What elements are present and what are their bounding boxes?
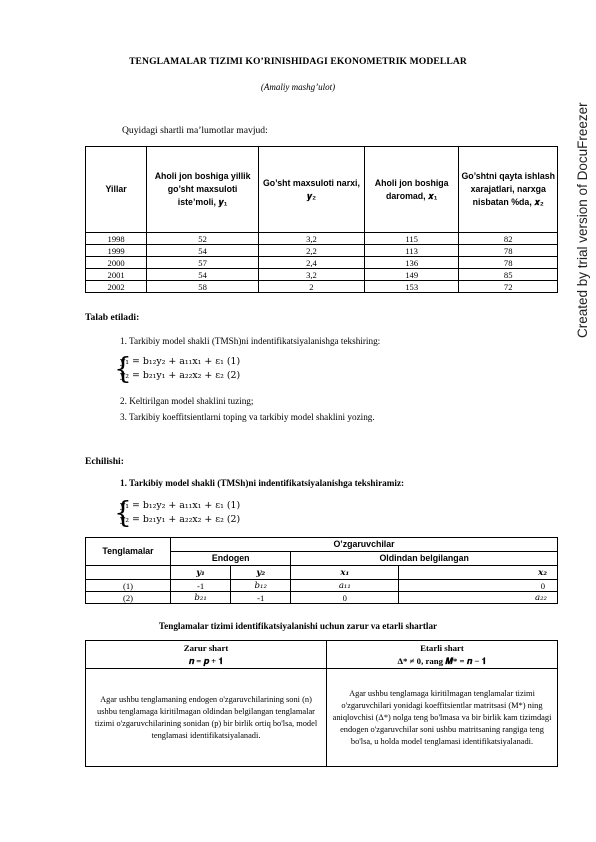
conditions-caption: Tenglamalar tizimi identifikatsiyalanishi uchun zarur va etarli shartlar bbox=[158, 621, 438, 631]
etarli-title: Etarli shart bbox=[420, 642, 464, 653]
table-row bbox=[86, 580, 558, 592]
intro-text: Quyidagi shartli ma’lumotlar mavjud: bbox=[122, 125, 268, 136]
cell: 72 bbox=[459, 281, 558, 293]
col-header-x2: Go’shtni qayta ishlash xarajatlari, narxga nisbatan %da, 𝒙₂ bbox=[459, 147, 558, 233]
zarur-title: Zarur shart bbox=[183, 642, 229, 653]
equation-system-1 bbox=[114, 351, 241, 386]
cell: 52 bbox=[147, 233, 259, 245]
col-header-x1: Aholi jon boshiga daromad, 𝒙₁ bbox=[364, 147, 459, 233]
page-title: TENGLAMALAR TIZIMI KO’RINISHIDAGI EKONOMETRIK MODELLAR bbox=[129, 56, 467, 67]
table-row bbox=[86, 257, 558, 269]
cell: 2,2 bbox=[258, 245, 364, 257]
equation-1: y₁ = b₁₂y₂ + a₁₁x₁ + ε₁ (1) bbox=[120, 356, 241, 367]
cell: 3,2 bbox=[258, 269, 364, 281]
cell: 54 bbox=[147, 245, 259, 257]
table-row bbox=[86, 233, 558, 245]
cell: 2001 bbox=[86, 269, 147, 281]
cell: 78 bbox=[459, 257, 558, 269]
var-y1: 𝒚₁ bbox=[171, 566, 231, 580]
cell: 0 bbox=[399, 580, 558, 592]
cell: 136 bbox=[364, 257, 459, 269]
cell: 153 bbox=[364, 281, 459, 293]
cell: b₂₁ bbox=[171, 592, 231, 604]
cell: 1999 bbox=[86, 245, 147, 257]
var-x2: 𝒙₂ bbox=[399, 566, 558, 580]
cell: (2) bbox=[86, 592, 171, 604]
cell: 57 bbox=[147, 257, 259, 269]
zarur-formula: 𝒏 = 𝒑 + 𝟏 bbox=[188, 655, 224, 666]
cell: 0 bbox=[291, 592, 399, 604]
table-row bbox=[86, 281, 558, 293]
table-row bbox=[86, 566, 558, 580]
etarli-text: Agar ushbu tenglamaga kiritilmagan tenglamalar tizimi o'zgaruvchilari yonidagi koeffitsientlar matritsasi (M*) ning aniqlovchisi (Δ*) nolga teng bo'lmasa va bir birlik kam tizimdagi endogen o'zgaruvchilar soni ushbu matritsaning rangiga teng bo'lsa, u holda model tenglamasi identifikatsiyalanadi. bbox=[327, 669, 558, 767]
talab-item-3: 3. Tarkibiy koeffitsientlarni toping va tarkibiy model shaklini yozing. bbox=[120, 412, 375, 422]
equation-2: y₂ = b₂₁y₁ + a₂₂x₂ + ε₂ (2) bbox=[120, 370, 241, 381]
table-header-row bbox=[86, 538, 558, 552]
variables-table bbox=[85, 537, 558, 604]
equation-system-2 bbox=[114, 495, 241, 530]
zarur-text: Agar ushbu tenglamaning endogen o'zgaruvchilarining soni (n) ushbu tenglamaga kiritilmagan oldindan belgilangan tenglamalar tizimi o'zgaruvchilarining sonidan (p) bir birlik ortiq bo'lsa, model tenglamasi identifikatsiyalanadi. bbox=[86, 669, 327, 767]
brace-icon: { bbox=[114, 495, 132, 530]
cell: 2,4 bbox=[258, 257, 364, 269]
col-header-oldindan: Oldindan belgilangan bbox=[291, 552, 558, 566]
cell: a₂₂ bbox=[399, 592, 558, 604]
cell: b₁₂ bbox=[231, 580, 291, 592]
cell: 1998 bbox=[86, 233, 147, 245]
cell: -1 bbox=[231, 592, 291, 604]
cell: (1) bbox=[86, 580, 171, 592]
cell bbox=[86, 566, 171, 580]
cell: 54 bbox=[147, 269, 259, 281]
table-row bbox=[86, 592, 558, 604]
col-header-zarur bbox=[86, 641, 327, 669]
step-1-heading: 1. Tarkibiy model shakli (TMSh)ni indentifikatsiyalanishga tekshiramiz: bbox=[120, 478, 405, 488]
col-header-y2: Go’sht maxsuloti narxi, 𝒚₂ bbox=[258, 147, 364, 233]
table-row bbox=[86, 669, 558, 767]
cell: 78 bbox=[459, 245, 558, 257]
cell: 82 bbox=[459, 233, 558, 245]
col-header-y1: Aholi jon boshiga yillik go’sht maxsuloti iste’moli, 𝒚₁ bbox=[147, 147, 259, 233]
cell: 2002 bbox=[86, 281, 147, 293]
equation-2: y₂ = b₂₁y₁ + a₂₂x₂ + ε₂ (2) bbox=[120, 514, 241, 525]
var-y2: 𝒚₂ bbox=[231, 566, 291, 580]
col-header-yillar: Yillar bbox=[86, 147, 147, 233]
brace-icon: { bbox=[114, 351, 132, 386]
cell: 2 bbox=[258, 281, 364, 293]
cell: 115 bbox=[364, 233, 459, 245]
cell: -1 bbox=[171, 580, 231, 592]
etarli-formula: Δ* ≠ 0, rang 𝑴* = 𝒏 − 𝟏 bbox=[397, 655, 487, 666]
var-x1: 𝒙₁ bbox=[291, 566, 399, 580]
cell: a₁₁ bbox=[291, 580, 399, 592]
talab-item-2: 2. Keltirilgan model shaklini tuzing; bbox=[120, 396, 254, 406]
equation-1: y₁ = b₁₂y₂ + a₁₁x₁ + ε₁ (1) bbox=[120, 500, 241, 511]
cell: 3,2 bbox=[258, 233, 364, 245]
conditions-table bbox=[85, 640, 558, 767]
col-header-tenglamalar: Tenglamalar bbox=[86, 538, 171, 566]
page-subtitle: (Amaliy mashg’ulot) bbox=[260, 82, 336, 92]
table-row bbox=[86, 269, 558, 281]
table-header-row bbox=[86, 641, 558, 669]
col-header-endogen: Endogen bbox=[171, 552, 291, 566]
cell: 58 bbox=[147, 281, 259, 293]
col-header-ozgaruvchilar: O’zgaruvchilar bbox=[171, 538, 558, 552]
talab-item-1: 1. Tarkibiy model shakli (TMSh)ni indentifikatsiyalanishga tekshiring: bbox=[120, 336, 381, 346]
cell: 2000 bbox=[86, 257, 147, 269]
cell: 113 bbox=[364, 245, 459, 257]
cell: 85 bbox=[459, 269, 558, 281]
watermark: Created by trial version of DocuFreezer bbox=[575, 102, 590, 338]
cell: 149 bbox=[364, 269, 459, 281]
col-header-etarli bbox=[327, 641, 558, 669]
data-table bbox=[85, 146, 558, 293]
table-row bbox=[86, 245, 558, 257]
echilishi-heading: Echilishi: bbox=[85, 456, 124, 467]
talab-heading: Talab etiladi: bbox=[85, 312, 140, 323]
table-header-row bbox=[86, 147, 558, 233]
